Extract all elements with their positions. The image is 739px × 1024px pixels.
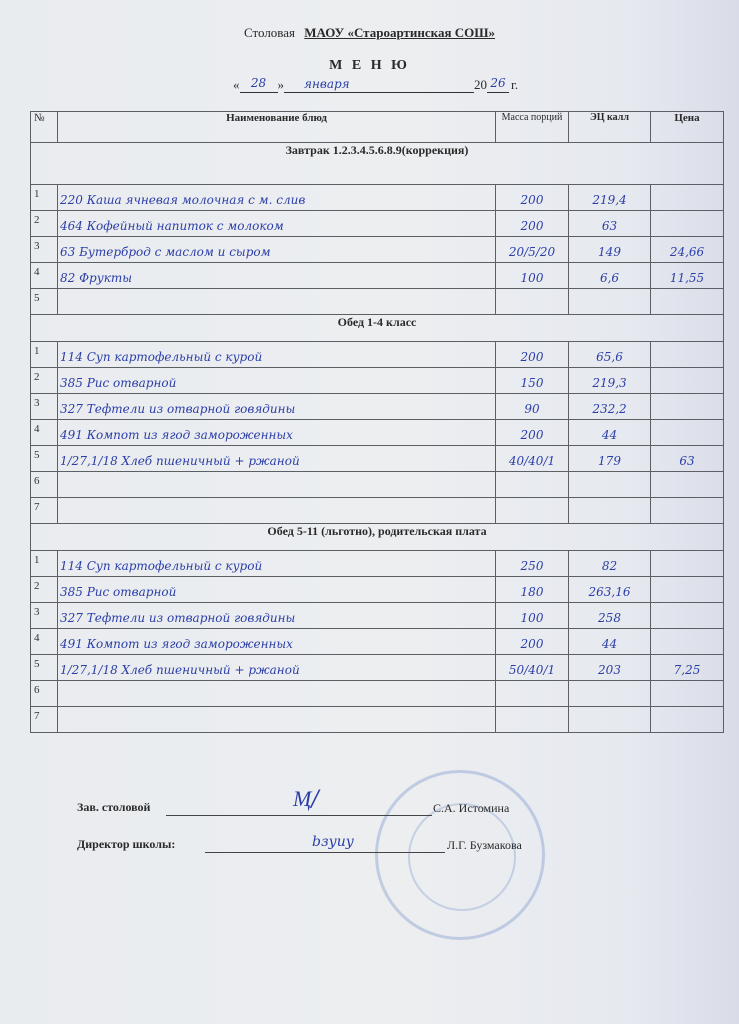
director-name: Л.Г. Бузмакова [447,838,522,852]
row-number: 4 [31,263,58,289]
portion-mass: 200 [496,185,569,211]
price [651,185,724,211]
canteen-head-label: Зав. столовой [77,800,151,814]
energy-value: 203 [569,655,651,681]
date-year-prefix: 20 [474,77,487,92]
table-header [31,112,724,143]
portion-mass: 100 [496,263,569,289]
price [651,368,724,394]
date-close-quote: » [277,77,284,92]
menu-table [30,111,724,733]
energy-value: 258 [569,603,651,629]
portion-mass: 150 [496,368,569,394]
table-row [31,446,724,472]
dish-name [58,707,496,733]
dish-name: 491 Компот из ягод замороженных [58,629,496,655]
dish-name [58,498,496,524]
table-row [31,498,724,524]
col-header-mass: Масса порций [496,112,569,143]
table-row [31,211,724,237]
price [651,211,724,237]
date-year-unit: г. [511,77,519,92]
row-number: 1 [31,185,58,211]
dish-name: 220 Каша ячневая молочная с м. слив [58,185,496,211]
canteen-head-name: С.А. Истомина [433,801,510,815]
price [651,498,724,524]
col-header-kcal: ЭЦ калл [569,112,651,143]
portion-mass: 50/40/1 [496,655,569,681]
dish-name: 1/27,1/18 Хлеб пшеничный + ржаной [58,446,496,472]
price: 63 [651,446,724,472]
price [651,603,724,629]
organization-name: МАОУ «Староартинская СОШ» [304,25,496,40]
row-number: 4 [31,629,58,655]
price [651,551,724,577]
date-year-suffix: 26 [487,76,509,93]
energy-value: 44 [569,629,651,655]
dish-name: 385 Рис отварной [58,368,496,394]
price: 24,66 [651,237,724,263]
portion-mass: 200 [496,629,569,655]
portion-mass: 20/5/20 [496,237,569,263]
price [651,342,724,368]
col-header-price: Цена [651,112,724,143]
row-number: 1 [31,551,58,577]
table-row [31,577,724,603]
table-row [31,707,724,733]
price [651,420,724,446]
section-title: Завтрак 1.2.3.4.5.6.8.9(коррекция) [31,143,724,185]
table-row [31,263,724,289]
price: 11,55 [651,263,724,289]
price [651,289,724,315]
energy-value: 232,2 [569,394,651,420]
row-number: 2 [31,577,58,603]
energy-value: 44 [569,420,651,446]
col-header-num: № [31,112,58,143]
table-row [31,394,724,420]
portion-mass: 90 [496,394,569,420]
table-row [31,289,724,315]
row-number: 4 [31,420,58,446]
dish-name: 327 Тефтели из отварной говядины [58,394,496,420]
section-lunch-1-4-header [31,315,724,342]
price [651,629,724,655]
price [651,472,724,498]
row-number: 3 [31,603,58,629]
dish-name [58,472,496,498]
energy-value: 219,4 [569,185,651,211]
dish-name [58,681,496,707]
dish-name: 63 Бутерброд с маслом и сыром [58,237,496,263]
portion-mass [496,472,569,498]
portion-mass [496,498,569,524]
row-number: 7 [31,707,58,733]
row-number: 6 [31,472,58,498]
section-title: Обед 5-11 (льготно), родительская плата [31,524,724,551]
director-signature: bзуиy [312,834,354,850]
portion-mass: 40/40/1 [496,446,569,472]
table-row [31,472,724,498]
table-row [31,603,724,629]
portion-mass [496,681,569,707]
col-header-name: Наименование блюд [58,112,496,143]
portion-mass: 200 [496,420,569,446]
row-number: 7 [31,498,58,524]
row-number: 2 [31,211,58,237]
table-row [31,342,724,368]
energy-value: 179 [569,446,651,472]
row-number: 3 [31,237,58,263]
menu-heading: М Е Н Ю [329,58,410,73]
portion-mass: 250 [496,551,569,577]
date-line [233,76,518,93]
price [651,707,724,733]
stamp-inner-ring [408,803,516,911]
dish-name: 464 Кофейный напиток с молоком [58,211,496,237]
document-title [0,25,739,41]
portion-mass [496,289,569,315]
table-row [31,420,724,446]
table-row [31,185,724,211]
portion-mass: 180 [496,577,569,603]
title-prefix: Столовая [243,25,296,40]
energy-value [569,498,651,524]
row-number: 1 [31,342,58,368]
dish-name: 327 Тефтели из отварной говядины [58,603,496,629]
canteen-signature-line [166,815,432,816]
price: 7,25 [651,655,724,681]
energy-value: 6,6 [569,263,651,289]
section-title: Обед 1-4 класс [31,315,724,342]
row-number: 5 [31,655,58,681]
table-row [31,368,724,394]
table-row [31,655,724,681]
section-breakfast-header [31,143,724,185]
price [651,577,724,603]
portion-mass: 200 [496,211,569,237]
energy-value [569,289,651,315]
table-row [31,551,724,577]
row-number: 2 [31,368,58,394]
portion-mass [496,707,569,733]
dish-name: 114 Суп картофельный с курой [58,551,496,577]
energy-value: 65,6 [569,342,651,368]
director-label: Директор школы: [77,837,176,851]
canteen-signature: Ӎ/ [293,787,319,812]
portion-mass: 100 [496,603,569,629]
energy-value: 263,16 [569,577,651,603]
energy-value: 219,3 [569,368,651,394]
director-signature-line [205,852,445,853]
section-lunch-5-11-header [31,524,724,551]
row-number: 3 [31,394,58,420]
date-month: января [284,77,474,93]
row-number: 5 [31,446,58,472]
energy-value [569,681,651,707]
table-row [31,681,724,707]
dish-name: 1/27,1/18 Хлеб пшеничный + ржаной [58,655,496,681]
energy-value: 149 [569,237,651,263]
price [651,394,724,420]
date-day: 28 [240,76,278,93]
table-row [31,237,724,263]
dish-name: 82 Фрукты [58,263,496,289]
row-number: 6 [31,681,58,707]
table-row [31,629,724,655]
school-stamp [375,770,545,940]
table-body [31,143,724,733]
dish-name: 385 Рис отварной [58,577,496,603]
energy-value [569,707,651,733]
dish-name [58,289,496,315]
price [651,681,724,707]
date-open-quote: « [233,77,240,92]
dish-name: 491 Компот из ягод замороженных [58,420,496,446]
row-number: 5 [31,289,58,315]
energy-value: 63 [569,211,651,237]
dish-name: 114 Суп картофельный с курой [58,342,496,368]
portion-mass: 200 [496,342,569,368]
energy-value: 82 [569,551,651,577]
energy-value [569,472,651,498]
